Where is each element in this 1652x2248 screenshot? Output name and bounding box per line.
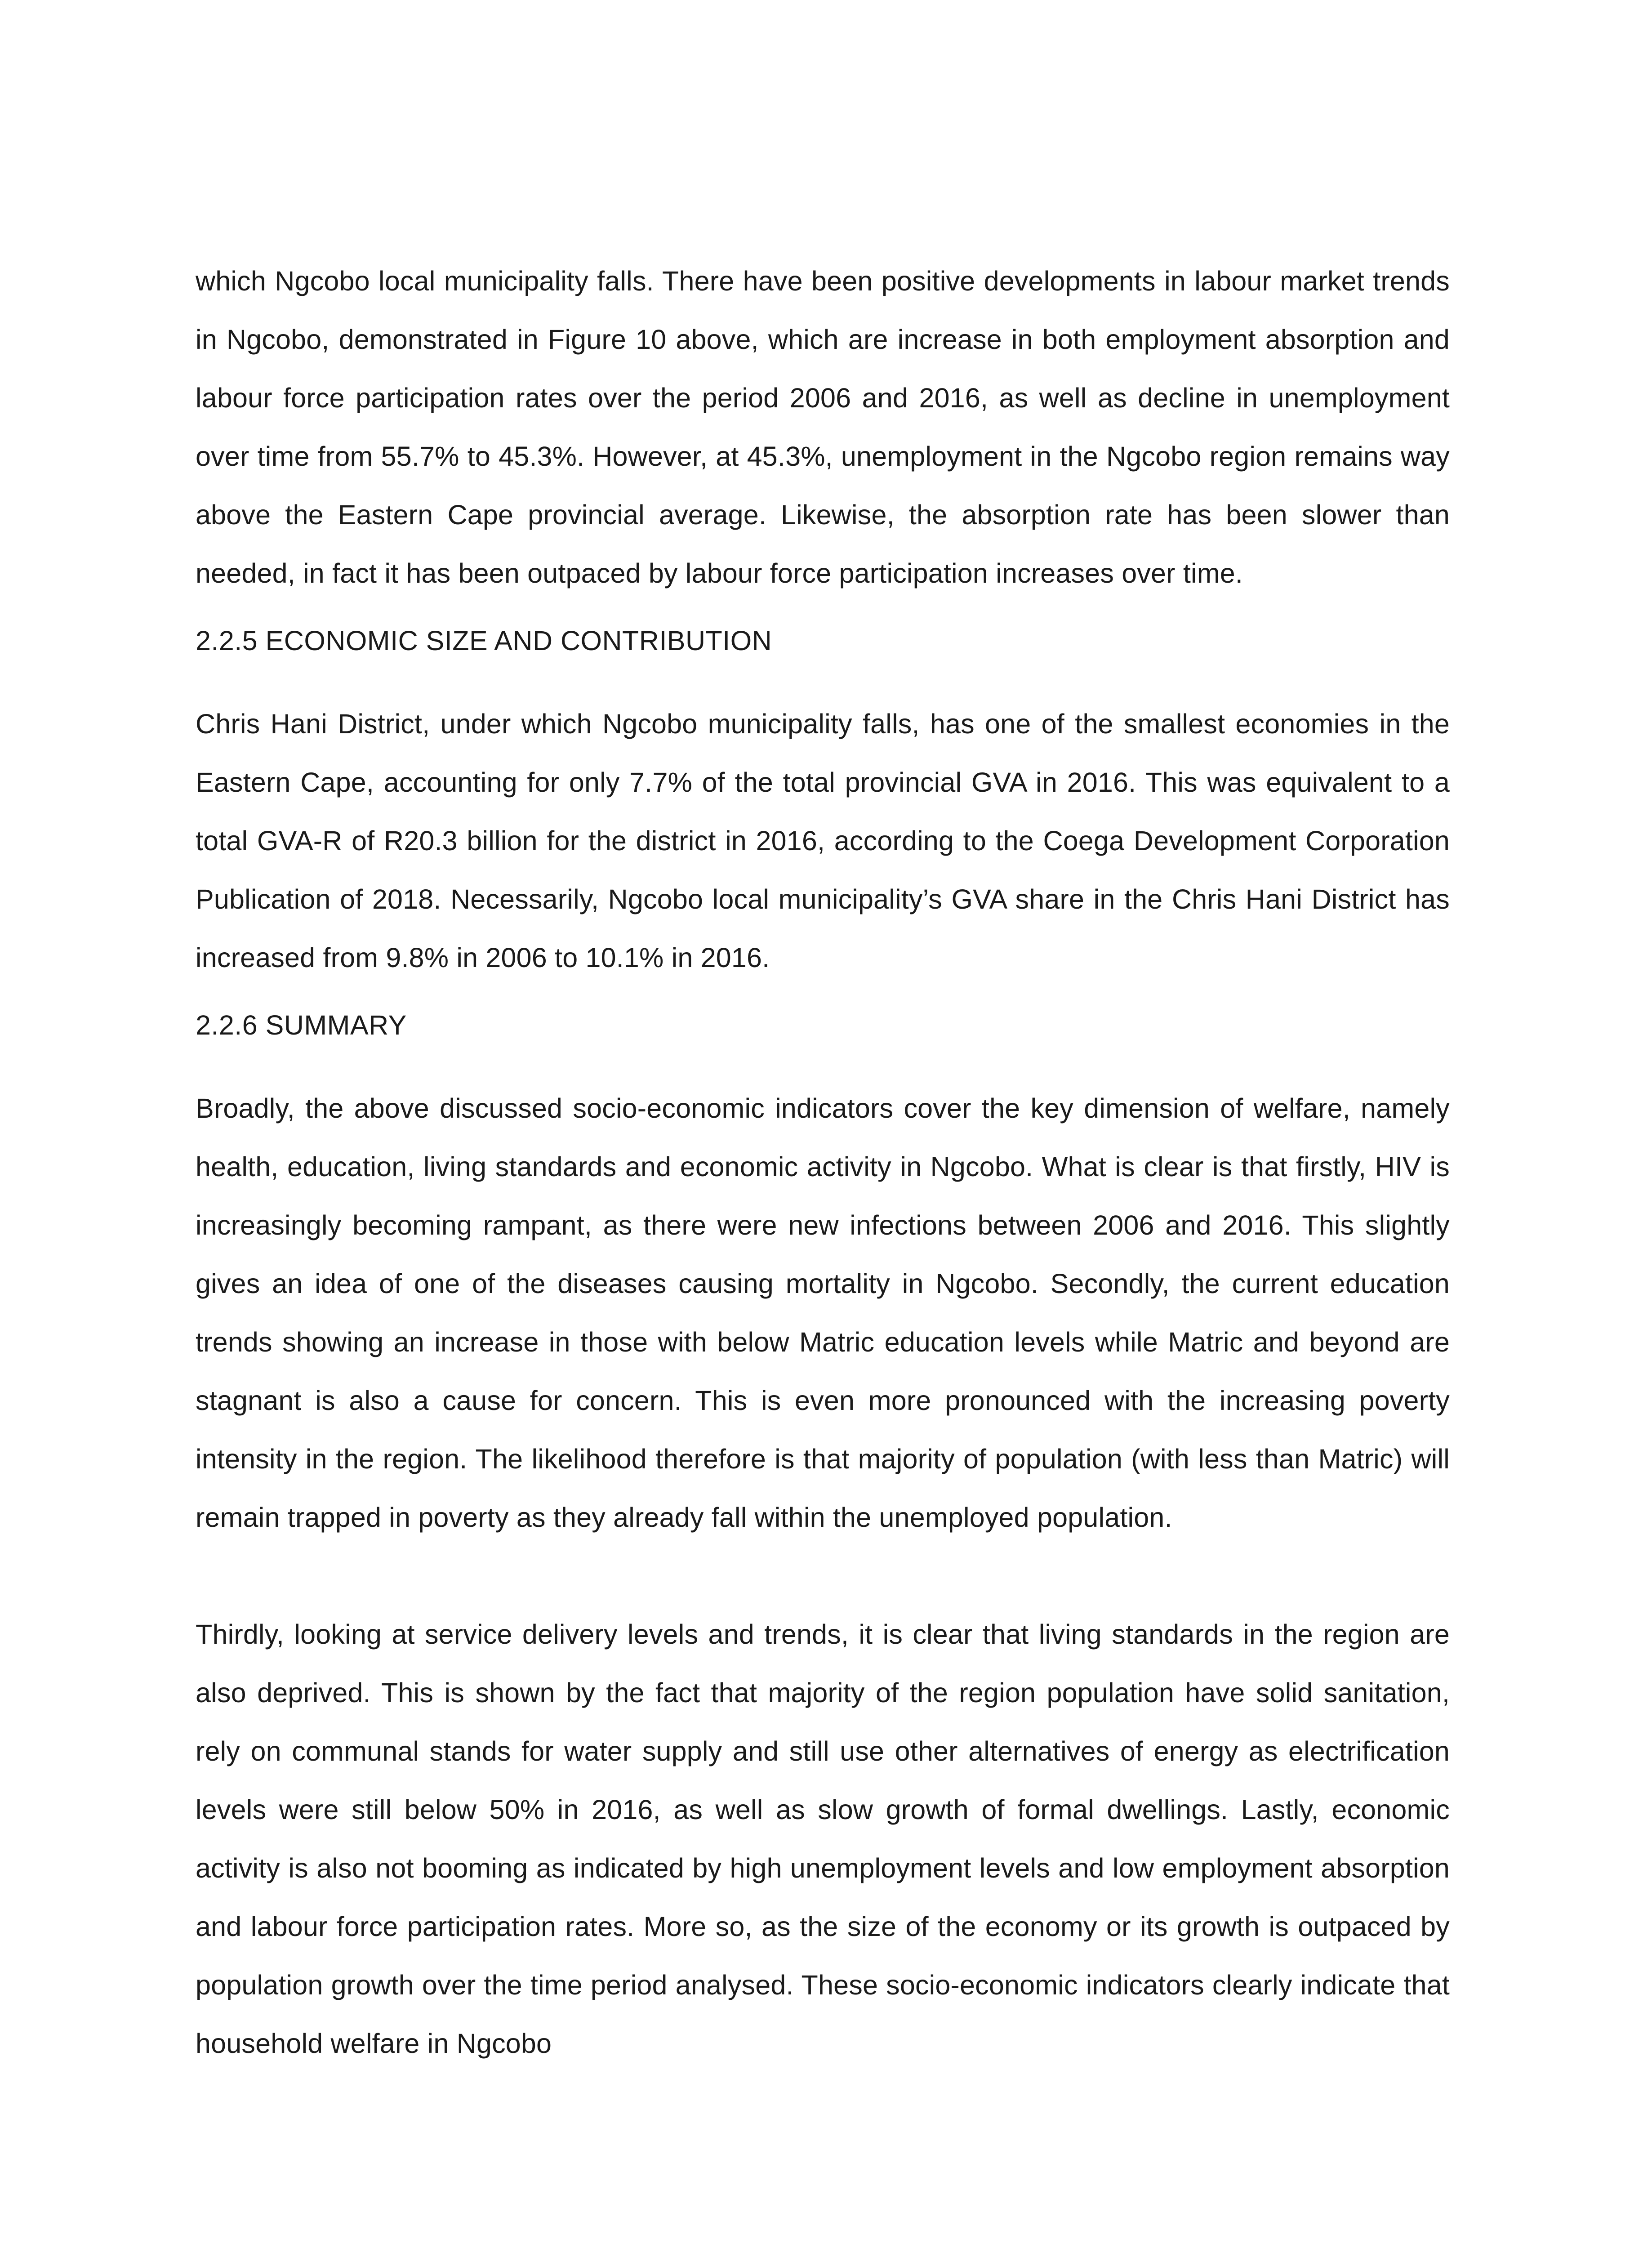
section-heading-economic-size: 2.2.5 ECONOMIC SIZE AND CONTRIBUTION bbox=[196, 625, 772, 656]
section-heading-summary: 2.2.6 SUMMARY bbox=[196, 1010, 407, 1040]
paragraph-summary-thirdly: Thirdly, looking at service delivery levels and trends, it is clear that living standards in the region are also deprived. This is shown by the fact that majority of the region population have solid sanitation, rely on communal stands for water supply and still use other alternatives of energy as electrification levels were still below 50% in 2016, as well as slow growth of formal dwellings. Lastly, economic activity is also not booming as indicated by high unemployment levels and low employment absorption and labour force participation rates. More so, as the size of the economy or its growth is outpaced by population growth over the time period analysed. These socio-economic indicators clearly indicate that household welfare in Ngcobo bbox=[196, 1619, 1450, 2059]
paragraph-labour-market: which Ngcobo local municipality falls. There have been positive developments in labour market trends in Ngcobo, demonstrated in Figure 10 above, which are increase in both employment absorption and labour force participation rates over the period 2006 and 2016, as well as decline in unemployment over time from 55.7% to 45.3%. However, at 45.3%, unemployment in the Ngcobo region remains way above the Eastern Cape provincial average. Likewise, the absorption rate has been slower than needed, in fact it has been outpaced by labour force participation increases over time. bbox=[196, 266, 1450, 589]
document-body bbox=[196, 252, 1450, 2073]
paragraph-summary-broadly: Broadly, the above discussed socio-economic indicators cover the key dimension of welfare, namely health, education, living standards and economic activity in Ngcobo. What is clear is that firstly, HIV is increasingly becoming rampant, as there were new infections between 2006 and 2016. This slightly gives an idea of one of the diseases causing mortality in Ngcobo. Secondly, the current education trends showing an increase in those with below Matric education levels while Matric and beyond are stagnant is also a cause for concern. This is even more pronounced with the increasing poverty intensity in the region. The likelihood therefore is that majority of population (with less than Matric) will remain trapped in poverty as they already fall within the unemployed population. bbox=[196, 1093, 1450, 1533]
paragraph-economic-size: Chris Hani District, under which Ngcobo municipality falls, has one of the smallest economies in the Eastern Cape, accounting for only 7.7% of the total provincial GVA in 2016. This was equivalent to a total GVA-R of R20.3 billion for the district in 2016, according to the Coega Development Corporation Publication of 2018. Necessarily, Ngcobo local municipality’s GVA share in the Chris Hani District has increased from 9.8% in 2006 to 10.1% in 2016. bbox=[196, 709, 1450, 973]
